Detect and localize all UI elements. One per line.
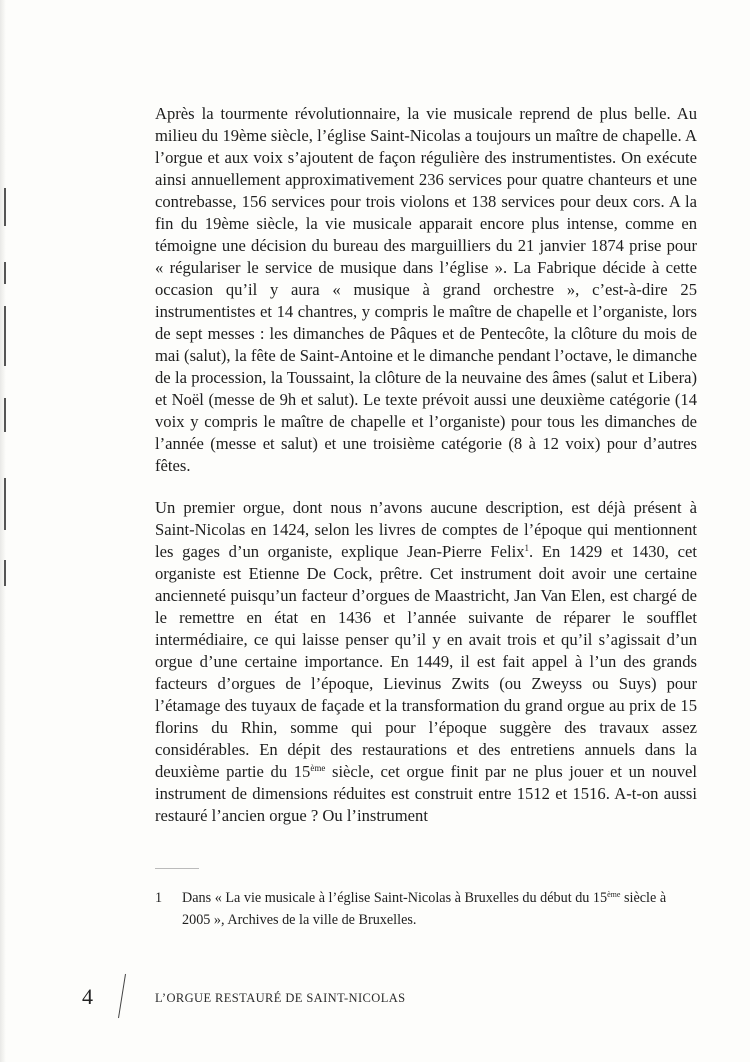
- scan-edge-marks: [4, 188, 6, 588]
- paragraph-1: Après la tourmente révolutionnaire, la vie musicale reprend de plus belle. Au milieu du 19ème siècle, l’église Saint-Nicolas a toujours un maître de chapelle. A l’orgue et aux voix s’ajoutent de façon régulière des instrumentistes. On exécute ainsi annuellement approximativement 236 services pour quatre chanteurs et une contrebasse, 156 services pour trois violons et 138 services pour deux cors. A la fin du 19ème siècle, la vie musicale apparait encore plus intense, comme en témoigne une décision du bureau des marguilliers du 21 janvier 1874 prise pour « régulariser le service de musique dans l’église ». La Fabrique décide à cette occasion qu’il y aura « musique à grand orchestre », c’est-à-dire 25 instrumentistes et 14 chantres, y compris le maître de chapelle et l’organiste, lors de sept messes : les dimanches de Pâques et de Pentecôte, la clôture du mois de mai (salut), la fête de Saint-Antoine et le dimanche pendant l’octave, le dimanche de la procession, la Toussaint, la clôture de la neuvaine des âmes (salut et Libera) et Noël (messe de 9h et salut). Le texte prévoit aussi une deuxième catégorie (14 voix y compris le maître de chapelle et l’organiste) pour tous les dimanches de l’année (messe et salut) et une troisième catégorie (8 à 12 voix) pour d’autres fêtes.: [155, 104, 697, 475]
- paragraph-2: [155, 497, 697, 827]
- page-number: 4: [82, 984, 93, 1009]
- footnote-reference: 1: [524, 543, 529, 553]
- footnote-number: 1: [155, 890, 163, 906]
- footnote: [155, 887, 697, 931]
- running-title: L’ORGUE RESTAURÉ DE SAINT-NICOLAS: [155, 991, 406, 1005]
- paragraph-2-text-middle: . En 1429 et 1430, cet organiste est Etienne De Cock, prêtre. Cet instrument doit avoir une certaine ancienneté puisqu’un facteur d’orgues de Maastricht, Jan Van Elen, est chargé de le remettre en état en 1436 et l’année suivante de réparer le soufflet intermédiaire, ce qui laisse penser qu’il y en avait trois et qu’il s’agissait d’un orgue d’une certaine importance. En 1449, il est fait appel à l’un des grands facteurs d’orgues de l’époque, Lievinus Zwits (ou Zweyss ou Suys) pour l’étamage des tuyaux de façade et la transformation du grand orgue au prix de 15 florins du Rhin, somme qui pour l’époque suggère des travaux assez considérables. En dépit des restaurations et des entretiens annuels dans la deuxième partie du 15: [155, 542, 698, 781]
- footnote-text-start: Dans « La vie musicale à l’église Saint-Nicolas à Bruxelles du début du 15: [182, 890, 608, 906]
- main-text: [155, 103, 697, 827]
- paragraph-2-text-end: siècle, cet orgue finit par ne plus jouer et un nouvel instrument de dimensions réduites est construit entre 1512 et 1516. A-t-on aussi restauré l’ancien orgue ? Ou l’instrument: [155, 762, 697, 825]
- footnote-superscript: ème: [607, 890, 621, 899]
- paragraph-2-text-start: Un premier orgue, dont nous n’avons aucune description, est déjà présent à Saint-Nicolas en 1424, selon les livres de comptes de l’époque qui mentionnent les gages d’un organiste, explique Jean-Pierre Felix: [155, 498, 697, 561]
- footnote-divider: [155, 868, 199, 869]
- century-superscript: ème: [310, 763, 326, 773]
- folio-separator: [117, 973, 127, 1019]
- footnote-text-end: siècle à 2005 », Archives de la ville de Bruxelles.: [182, 890, 667, 928]
- footnote-text: [182, 887, 697, 931]
